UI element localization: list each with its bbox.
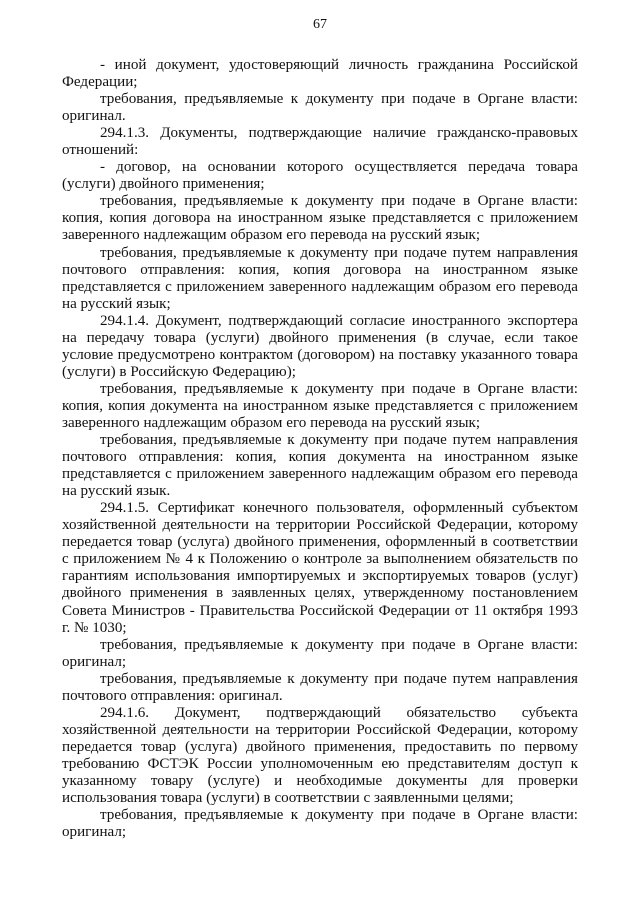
paragraph-requirements-mail-original: требования, предъявляемые к документу при подаче путем направления почтового отправления: оригинал. <box>62 670 578 704</box>
paragraph-294-1-5-end-user-certificate: 294.1.5. Сертификат конечного пользователя, оформленный субъектом хозяйственной деятельности на территории Российской Федерации, которому передается товар (услуга) двойного применения, оформленный в соответствии с приложением № 4 к Положению о контроле за выполнением обязательств по гарантиям использования импортируемых и экспортируемых товаров (услуг) двойного применения в заявленных целях, утвержденному постановлением Совета Министров - Правительства Российской Федерации от 11 октября 1993 г. № 1030; <box>62 500 578 636</box>
paragraph-294-1-6-access-obligation: 294.1.6. Документ, подтверждающий обязательство субъекта хозяйственной деятельности на территории Российской Федерации, которому передается товар (услуга) двойного применения, предоставить по первому требованию ФСТЭК России уполномоченным ею представителям доступ к указанному товару (услуге) и необходимые документы для проверки использования товара (услуги) в соответствии с заявленными целями; <box>62 704 578 807</box>
paragraph-requirements-authority-document-copy: требования, предъявляемые к документу при подаче в Органе власти: копия, копия документа на иностранном языке представляется с приложением заверенного надлежащим образом его перевода на русский язык; <box>62 380 578 431</box>
paragraph-contract: - договор, на основании которого осуществляется передача товара (услуги) двойного применения; <box>62 159 578 193</box>
paragraph-requirements-mail-document-copy: требования, предъявляемые к документу при подаче путем направления почтового отправления: копия, копия документа на иностранном языке представляется с приложением заверенного надлежащим образом его перевода на русский язык. <box>62 432 578 500</box>
paragraph-other-identity-document: - иной документ, удостоверяющий личность гражданина Российской Федерации; <box>62 57 578 91</box>
page-number: 67 <box>313 17 327 32</box>
paragraph-requirements-authority-original: требования, предъявляемые к документу при подаче в Органе власти: оригинал; <box>62 636 578 670</box>
paragraph-requirements-authority-original-final: требования, предъявляемые к документу при подаче в Органе власти: оригинал; <box>62 807 578 841</box>
paragraph-294-1-4-exporter-consent: 294.1.4. Документ, подтверждающий согласие иностранного экспортера на передачу товара (услуги) двойного применения (в случае, если такое условие предусмотрено контрактом (договором) на поставку указанного товара (услуги) в Российскую Федерацию); <box>62 312 578 380</box>
document-body <box>62 57 578 841</box>
paragraph-294-1-3-heading: 294.1.3. Документы, подтверждающие наличие гражданско-правовых отношений: <box>62 125 578 159</box>
paragraph-requirements-mail-contract-copy: требования, предъявляемые к документу при подаче путем направления почтового отправления: копия, копия договора на иностранном языке представляется с приложением заверенного надлежащим образом его перевода на русский язык; <box>62 244 578 312</box>
paragraph-requirements-original: требования, предъявляемые к документу при подаче в Органе власти: оригинал. <box>62 91 578 125</box>
paragraph-requirements-authority-contract-copy: требования, предъявляемые к документу при подаче в Органе власти: копия, копия договора на иностранном языке представляется с приложением заверенного надлежащим образом его перевода на русский язык; <box>62 193 578 244</box>
